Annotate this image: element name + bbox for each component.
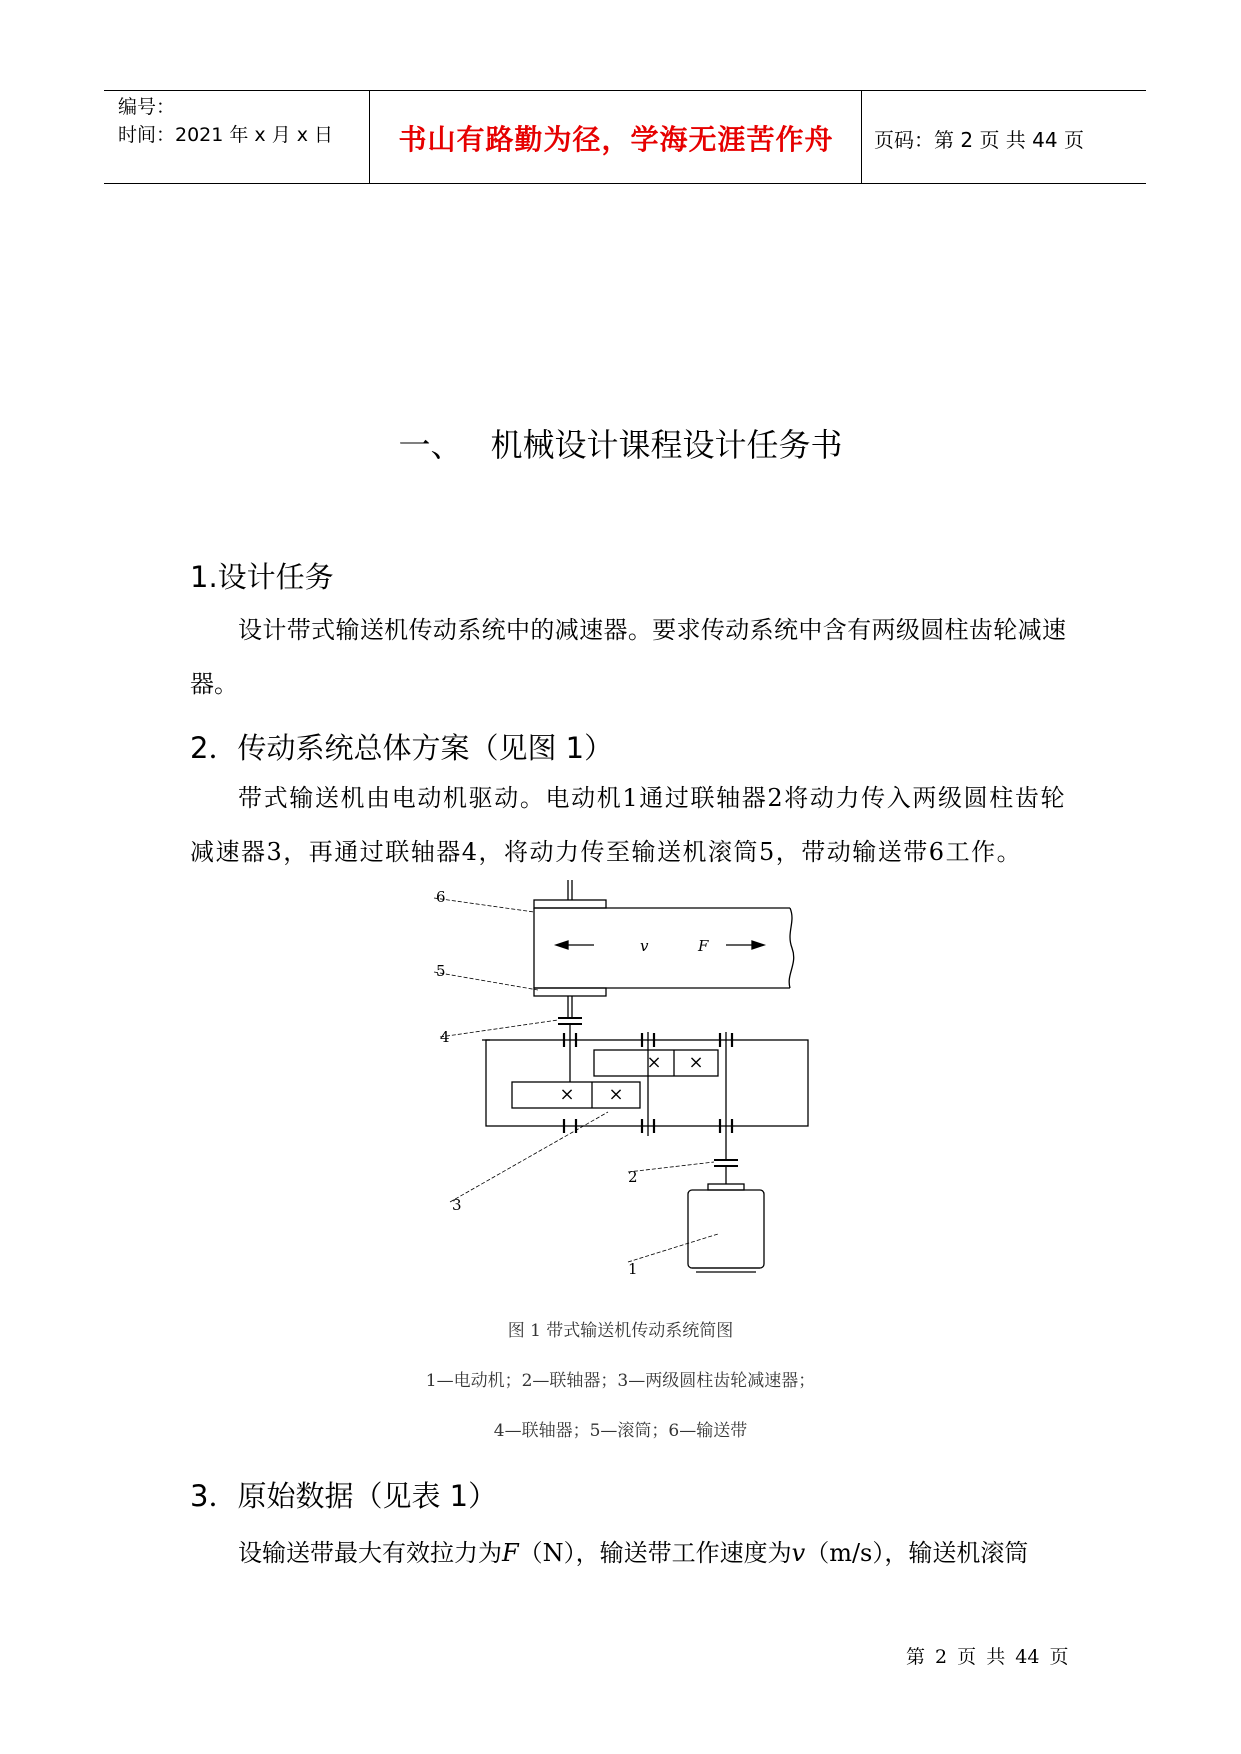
section-2-body: 带式输送机由电动机驱动。电动机1通过联轴器2将动力传入两级圆柱齿轮减速器3，再通过联轴器4，将动力传至输送机滚筒5，带动输送带6工作。	[190, 784, 1066, 866]
section-3-body-suffix: （m/s），输送机滚筒	[805, 1539, 1029, 1567]
footer-page-number: 第 2 页 共 44 页	[906, 1646, 1069, 1668]
document-title	[0, 420, 1241, 466]
leader-4	[440, 1020, 558, 1037]
leader-6	[434, 898, 534, 912]
header-bottom-rule	[104, 183, 1146, 184]
section-3-body-prefix: 设输送带最大有效拉力为	[238, 1539, 502, 1567]
section-3-symbol-f: F	[502, 1539, 519, 1567]
section-3-body	[190, 1526, 1066, 1580]
header-code-label: 编号：	[118, 96, 176, 118]
leader-5	[434, 972, 538, 990]
motor-flange	[708, 1184, 744, 1190]
arrow-right-head	[752, 941, 764, 949]
leader-2	[628, 1162, 714, 1172]
gear-mark-upper-left: ×	[646, 1052, 662, 1073]
label-5: 5	[436, 962, 446, 980]
drum-bottom-edge	[534, 988, 606, 996]
gear-mark-upper-right: ×	[688, 1052, 704, 1073]
header-top-rule	[104, 90, 1146, 91]
label-4: 4	[440, 1028, 450, 1046]
drum-top-edge	[534, 900, 606, 908]
velocity-symbol: v	[640, 937, 649, 955]
section-1-heading: 1.设计任务	[190, 560, 334, 594]
label-2: 2	[628, 1168, 638, 1186]
section-3-body-middle: （N），输送带工作速度为	[518, 1539, 792, 1567]
figure-legend-line-1: 1—电动机；2—联轴器；3—两级圆柱齿轮减速器；	[425, 1371, 816, 1391]
document-title-number: 一、	[398, 426, 463, 464]
arrow-left-head	[556, 941, 568, 949]
force-symbol: F	[698, 937, 709, 955]
gear-mark-lower-left: ×	[559, 1084, 575, 1105]
label-6: 6	[436, 888, 446, 906]
leader-1	[628, 1234, 718, 1262]
header-time-label: 时间：2021 年 x 月 x 日	[118, 124, 334, 146]
figure-legend-line-2: 4—联轴器；5—滚筒；6—输送带	[493, 1421, 748, 1441]
label-3: 3	[452, 1196, 462, 1214]
section-2-heading: 2．传动系统总体方案（见图 1）	[190, 731, 614, 765]
document-title-text: 机械设计课程设计任务书	[490, 426, 843, 464]
section-3-heading: 3．原始数据（见表 1）	[190, 1479, 498, 1513]
figure-caption: 图 1 带式输送机传动系统简图	[507, 1321, 734, 1341]
transmission-diagram	[436, 872, 840, 1302]
header-motto: 书山有路勤为径，学海无涯苦作舟	[398, 123, 834, 156]
gear-mark-lower-right: ×	[608, 1084, 624, 1105]
header-page-label: 页码：第 2 页 共 44 页	[874, 128, 1084, 152]
motor-body	[688, 1190, 764, 1268]
section-3-symbol-v: v	[791, 1539, 806, 1567]
section-1-body: 设计带式输送机传动系统中的减速器。要求传动系统中含有两级圆柱齿轮减速器。	[190, 616, 1066, 698]
label-1: 1	[628, 1260, 638, 1278]
